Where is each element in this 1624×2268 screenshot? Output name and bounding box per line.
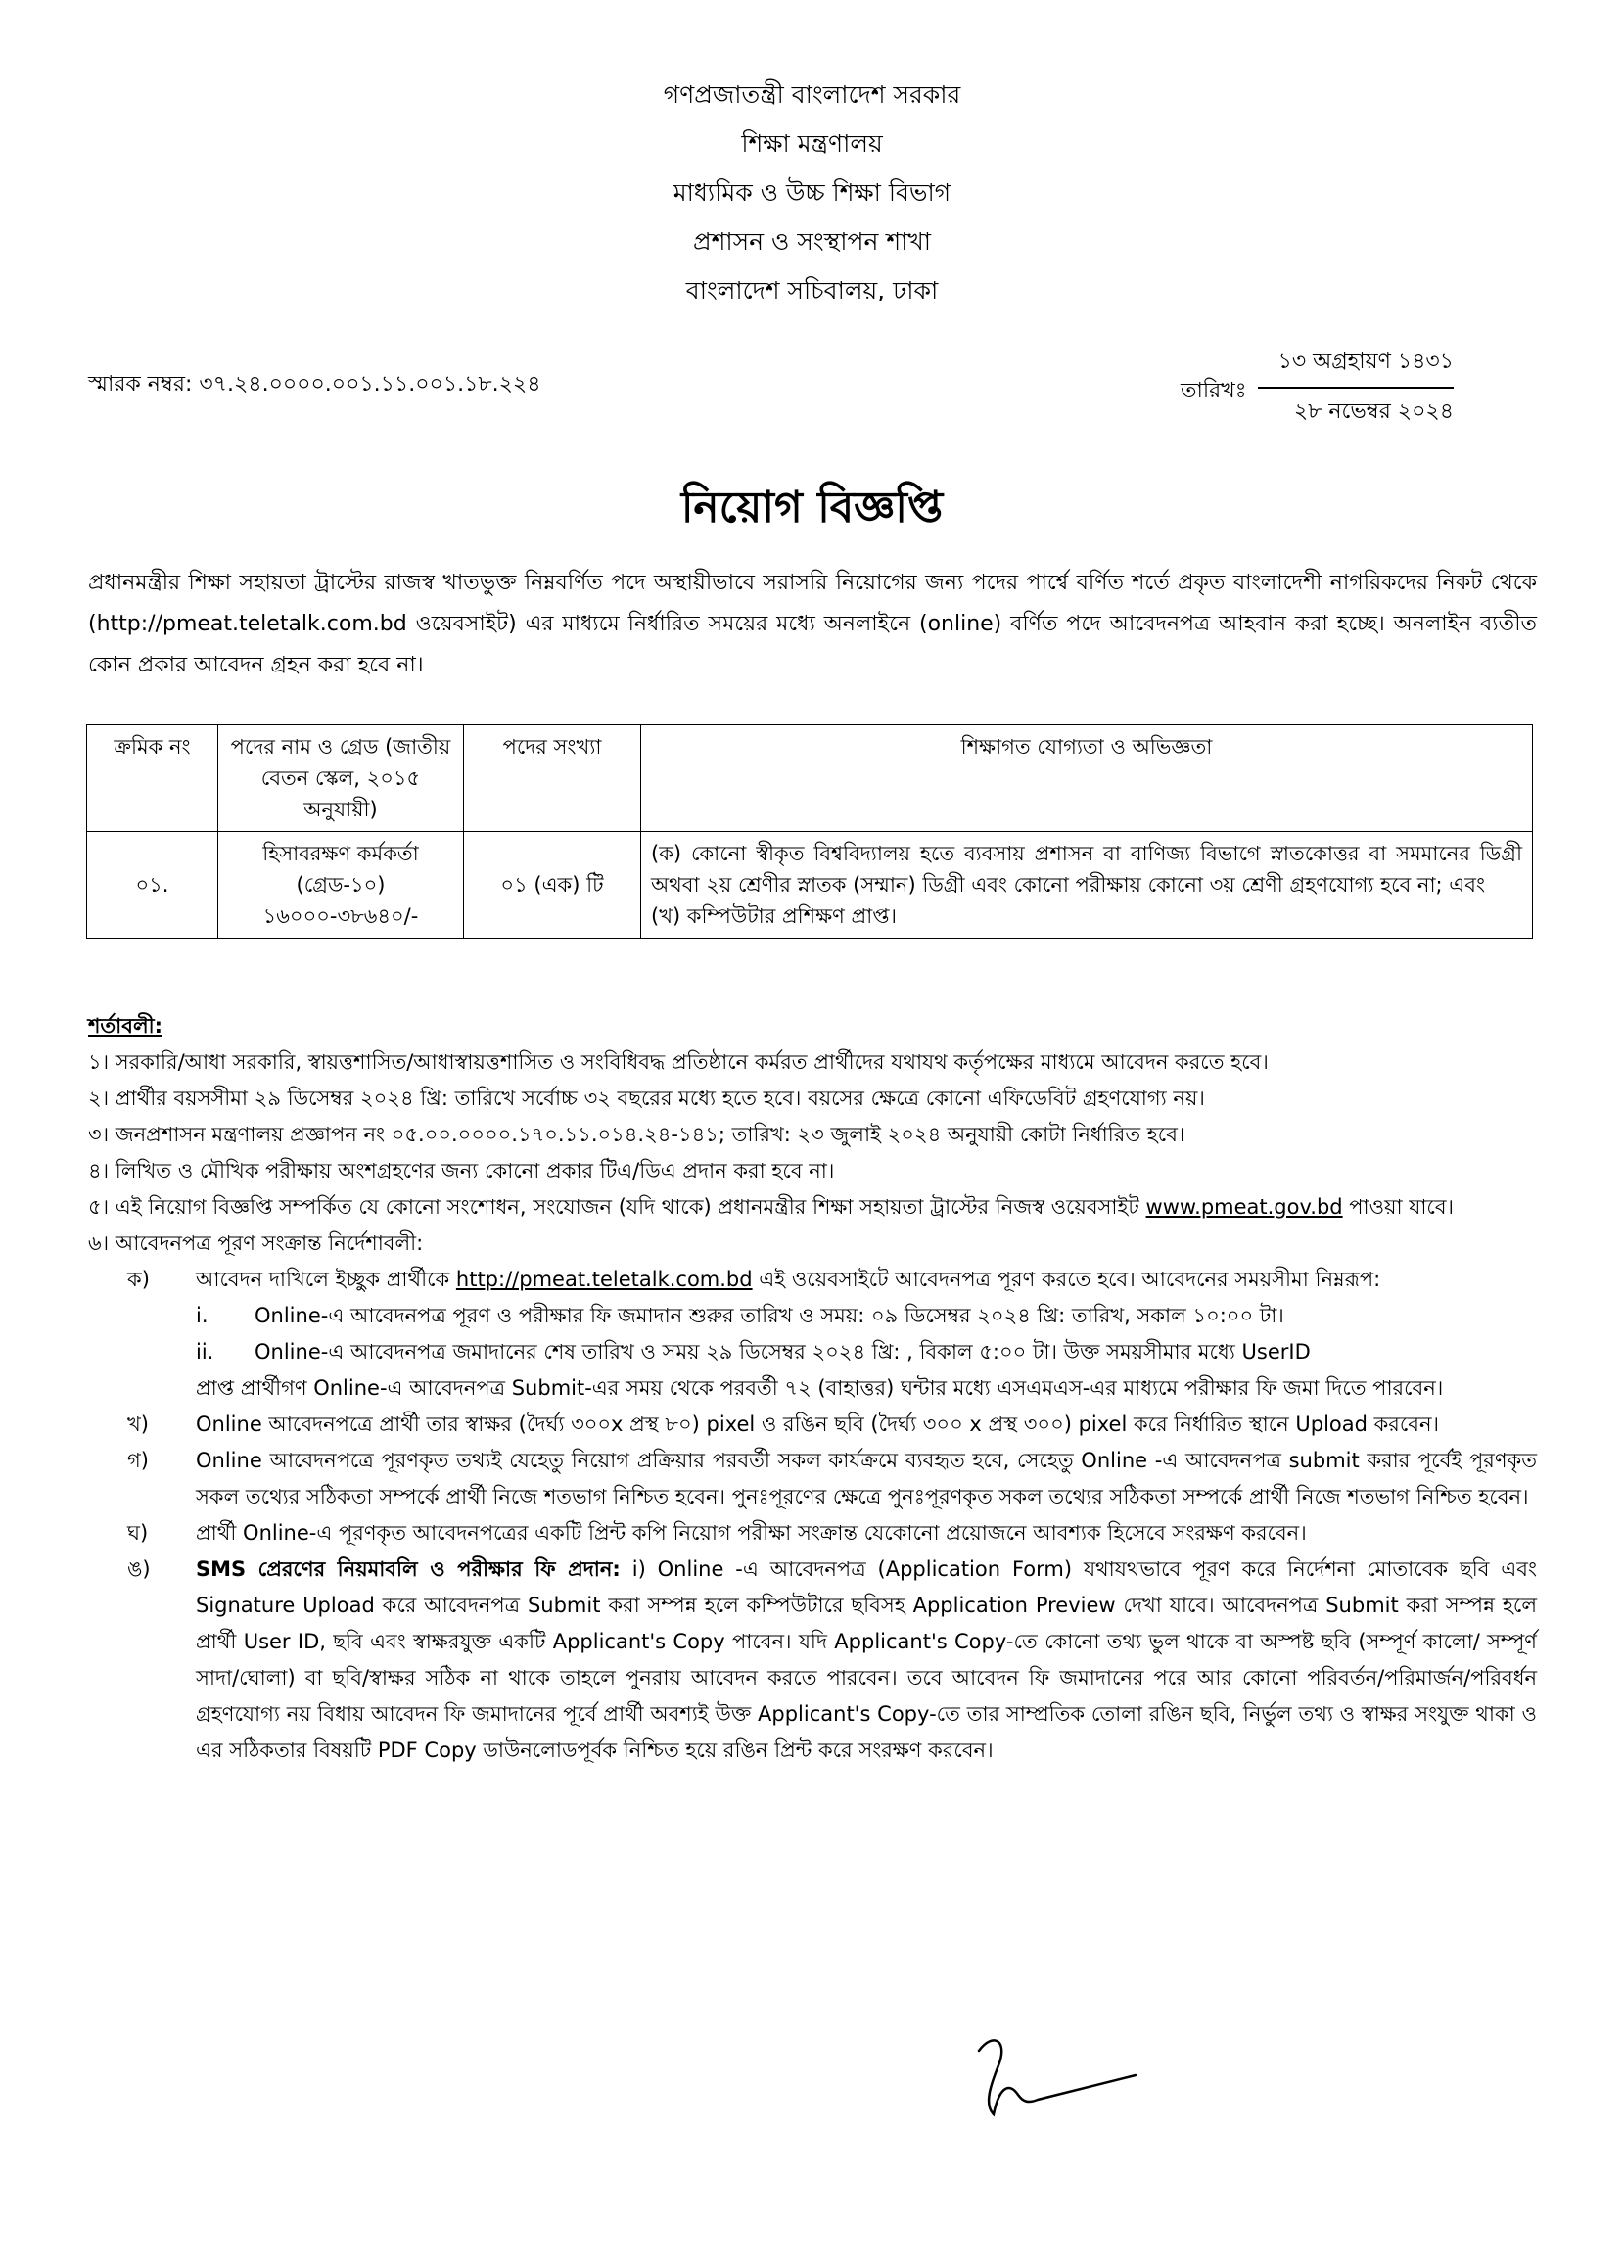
instruction-kha-mark: খ) xyxy=(127,1412,149,1436)
instruction-ga-mark: গ) xyxy=(127,1449,149,1472)
header-line-govt: গণপ্রজাতন্ত্রী বাংলাদেশ সরকার xyxy=(663,80,961,109)
instruction-ka-mark: ক) xyxy=(127,1268,150,1291)
condition-5-text: ৫। এই নিয়োগ বিজ্ঞপ্তি সম্পর্কিত যে কোনো সংশোধন, সংযোজন (যদি থাকে) প্রধানমন্ত্রীর শিক্ষা সহায়তা ট্রাস্টের নিজস্ব ওয়েবসাইট xyxy=(88,1195,1139,1219)
instruction-gha-text: প্রার্থী Online-এ পূরণকৃত আবেদনপত্রের একটি প্রিন্ট কপি নিয়োগ পরীক্ষা সংক্রান্ত যেকোনো প্রয়োজনে আবশ্যক হিসেবে সংরক্ষণ করবেন। xyxy=(196,1521,1307,1545)
intro-paragraph: প্রধানমন্ত্রীর শিক্ষা সহায়তা ট্রাস্টের রাজস্ব খাতভুক্ত নিম্নবর্ণিত পদে অস্থায়ীভাবে সরাসরি নিয়োগের জন্য পদের পার্শ্বে বর্ণিত শর্তে প্রকৃত বাংলাদেশী নাগরিকদের নিকট থেকে (http://pmeat.teletalk.com.bd ওয়েবসাইট) এর মাধ্যমে নির্ধারিত সময়ের মধ্যে অনলাইনে (online) বর্ণিত পদে আবেদনপত্র আহবান করা হচ্ছে। অনলাইন ব্যতীত কোন প্রকার আবেদন গ্রহন করা হবে না। xyxy=(88,571,1537,677)
teletalk-link[interactable]: http://pmeat.teletalk.com.bd xyxy=(455,1268,753,1291)
date-bangla: ১৩ অগ্রহায়ণ ১৪৩১ xyxy=(1258,345,1454,389)
instruction-uma xyxy=(88,1551,1537,1769)
condition-6: ৬। আবেদনপত্র পূরণ সংক্রান্ত নির্দেশাবলী: xyxy=(88,1231,424,1255)
instruction-ga-text: Online আবেদনপত্রে পূরণকৃত তথ্যই যেহেতু নিয়োগ প্রক্রিয়ার পরবর্তী সকল কার্যক্রমে ব্যবহৃত হবে, সেহেতু Online -এ আবেদনপত্র submit করার পূর্বেই পূরণকৃত সকল তথ্যের সঠিকতা সম্পর্কে প্রার্থী নিজে শতভাগ নিশ্চিত হবেন। পুনঃপূরণের ক্ষেত্রে পুনঃপূরণকৃত সকল তথ্যের সঠিকতা সম্পর্কে প্রার্থী নিজে শতভাগ নিশ্চিত হবেন। xyxy=(196,1449,1537,1508)
instruction-ii xyxy=(88,1334,1537,1370)
date-label: তারিখঃ xyxy=(1181,379,1247,403)
date-block xyxy=(1258,345,1454,431)
post-name: হিসাবরক্ষণ কর্মকর্তা xyxy=(262,842,419,865)
qualification-a: (ক) কোনো স্বীকৃত বিশ্ববিদ্যালয় হতে ব্যবসায় প্রশাসন বা বাণিজ্য বিভাগে স্নাতকোত্তর বা সমমানের ডিগ্রী অথবা ২য় শ্রেণীর স্নাতক (সম্মান) ডিগ্রী এবং কোনো পরীক্ষায় কোনো ৩য় শ্রেণী গ্রহণযোগ্য হবে না; এবং xyxy=(651,842,1522,897)
posts-table xyxy=(86,724,1533,939)
instruction-ii-text: Online-এ আবেদনপত্র জমাদানের শেষ তারিখ ও সময় ২৯ ডিসেম্বর ২০২৪ খ্রি: , বিকাল ৫:০০ টা। উক্ত সময়সীমার মধ্যে UserID xyxy=(255,1340,1311,1364)
pmeat-website-link[interactable]: www.pmeat.gov.bd xyxy=(1145,1195,1343,1219)
instruction-i-text: Online-এ আবেদনপত্র পূরণ ও পরীক্ষার ফি জমাদান শুরুর তারিখ ও সময়: ০৯ ডিসেম্বর ২০২৪ খ্রি: তারিখ, সকাল ১০:০০ টা। xyxy=(255,1304,1284,1327)
instruction-ka-post: এই ওয়েবসাইটে আবেদনপত্র পূরণ করতে হবে। আবেদনের সময়সীমা নিম্নরূপ: xyxy=(752,1268,1381,1291)
cell-qualification xyxy=(641,832,1533,939)
header-line-ministry: শিক্ষা মন্ত্রণালয় xyxy=(741,129,883,158)
instruction-ga xyxy=(88,1443,1537,1515)
qualification-b: (খ) কম্পিউটার প্রশিক্ষণ প্রাপ্ত। xyxy=(651,904,898,928)
instruction-uma-text: i) Online -এ আবেদনপত্র (Application Form) যথাযথভাবে পূরণ করে নির্দেশনা মোতাবেক ছবি এবং Signature Upload করে আবেদনপত্র Submit করা সম্পন্ন হলে কম্পিউটারে ছবিসহ Application Preview দেখা যাবে। আবেদনপত্র Submit করা সম্পন্ন হলে প্রার্থী User ID, ছবি এবং স্বাক্ষরযুক্ত একটি Applicant's Copy পাবেন। যদি Applicant's Copy-তে কোনো তথ্য ভুল থাকে বা অস্পষ্ট ছবি (সম্পূর্ণ কালো/ সম্পূর্ণ সাদা/ঘোলা) বা ছবি/স্বাক্ষর সঠিক না থাকে তাহলে পুনরায় আবেদন করতে পারবেন। তবে আবেদন ফি জমাদানের পরে আর কোনো পরিবর্তন/পরিমার্জন/পরিবর্ধন গ্রহণযোগ্য নয় বিধায় আবেদন ফি জমাদানের পূর্বে প্রার্থী অবশ্যই উক্ত Applicant's Copy-তে তার সাম্প্রতিক তোলা রঙিন ছবি, নির্ভুল তথ্য ও স্বাক্ষর সংযুক্ত থাকা ও এর সঠিকতার বিষয়টি PDF Copy ডাউনলোডপূর্বক নিশ্চিত হয়ে রঙিন প্রিন্ট করে সংরক্ষণ করবেন। xyxy=(196,1557,1538,1762)
instruction-kha-text: Online আবেদনপত্রে প্রার্থী তার স্বাক্ষর (দৈর্ঘ্য ৩০০x প্রস্থ ৮০) pixel ও রঙিন ছবি (দৈর্ঘ্য ৩০০ x প্রস্থ ৩০০) pixel করে নির্ধারিত স্থানে Upload করবেন। xyxy=(196,1412,1440,1436)
condition-3: ৩। জনপ্রশাসন মন্ত্রণালয় প্রজ্ঞাপন নং ০৫.০০.০০০০.১৭০.১১.০১৪.২৪-১৪১; তারিখ: ২৩ জুলাই ২০২৪ অনুযায়ী কোটা নির্ধারিত হবে। xyxy=(88,1123,1185,1146)
condition-5 xyxy=(88,1189,1537,1226)
header-qualification: শিক্ষাগত যোগ্যতা ও অভিজ্ঞতা xyxy=(641,725,1533,832)
instruction-uma-heading: SMS প্রেরণের নিয়মাবলি ও পরীক্ষার ফি প্রদান: xyxy=(196,1557,621,1581)
cell-post xyxy=(218,832,464,939)
instruction-gha-mark: ঘ) xyxy=(127,1521,149,1545)
table-header-row xyxy=(87,725,1533,832)
notice-title: নিয়োগ বিজ্ঞপ্তি xyxy=(680,483,944,532)
header-line-branch: প্রশাসন ও সংস্থাপন শাখা xyxy=(692,227,932,255)
conditions-heading: শর্তাবলী: xyxy=(88,1014,163,1038)
header-serial: ক্রমিক নং xyxy=(87,725,218,832)
table-row xyxy=(87,832,1533,939)
cell-serial: ০১. xyxy=(87,832,218,939)
instruction-kha xyxy=(88,1407,1537,1443)
header-line-secretariat: বাংলাদেশ সচিবালয়, ঢাকা xyxy=(685,276,939,304)
header-count: পদের সংখ্যা xyxy=(464,725,641,832)
header-post: পদের নাম ও গ্রেড (জাতীয় বেতন স্কেল, ২০১৫ অনুযায়ী) xyxy=(218,725,464,832)
post-grade: (গ্রেড-১০) xyxy=(296,873,386,897)
condition-4: ৪। লিখিত ও মৌখিক পরীক্ষায় অংশগ্রহণের জন্য কোনো প্রকার টিএ/ডিএ প্রদান করা হবে না। xyxy=(88,1159,835,1182)
condition-2: ২। প্রার্থীর বয়সসীমা ২৯ ডিসেম্বর ২০২৪ খ্রি: তারিখে সর্বোচ্চ ৩২ বছরের মধ্যে হতে হবে। বয়সের ক্ষেত্রে কোনো এফিডেবিট গ্রহণযোগ্য নয়। xyxy=(88,1087,1205,1110)
instruction-ka-pre: আবেদন দাখিলে ইচ্ছুক প্রার্থীকে xyxy=(196,1268,456,1291)
cell-count: ০১ (এক) টি xyxy=(464,832,641,939)
instruction-gha xyxy=(88,1515,1537,1551)
instruction-ii-cont: প্রাপ্ত প্রার্থীগণ Online-এ আবেদনপত্র Submit-এর সময় থেকে পরবর্তী ৭২ (বাহাত্তর) ঘন্টার মধ্যে এসএমএস-এর মাধ্যমে পরীক্ষার ফি জমা দিতে পারবেন। xyxy=(196,1376,1444,1400)
post-scale: ১৬০০০-৩৮৬৪০/- xyxy=(262,904,419,928)
signature xyxy=(969,2021,1145,2129)
conditions-section xyxy=(88,1008,1537,1769)
office-header xyxy=(0,70,1624,315)
instruction-ii-num: ii. xyxy=(196,1340,214,1364)
instruction-i xyxy=(88,1298,1537,1334)
instruction-ka xyxy=(88,1262,1537,1298)
instruction-uma-mark: ঙ) xyxy=(127,1557,151,1581)
instruction-i-num: i. xyxy=(196,1304,209,1327)
memo-number: স্মারক নম্বর: ৩৭.২৪.০০০০.০০১.১১.০০১.১৮.২২৪ xyxy=(88,372,541,396)
condition-5-tail: পাওয়া যাবে। xyxy=(1342,1195,1455,1219)
date-english: ২৮ নভেম্বর ২০২৪ xyxy=(1293,399,1454,424)
condition-1: ১। সরকারি/আধা সরকারি, স্বায়ত্তশাসিত/আধাস্বায়ত্তশাসিত ও সংবিধিবদ্ধ প্রতিষ্ঠানে কর্মরত প্রার্থীদের যথাযথ কর্তৃপক্ষের মাধ্যমে আবেদন করতে হবে। xyxy=(88,1050,1269,1074)
header-line-division: মাধ্যমিক ও উচ্চ শিক্ষা বিভাগ xyxy=(673,178,951,207)
